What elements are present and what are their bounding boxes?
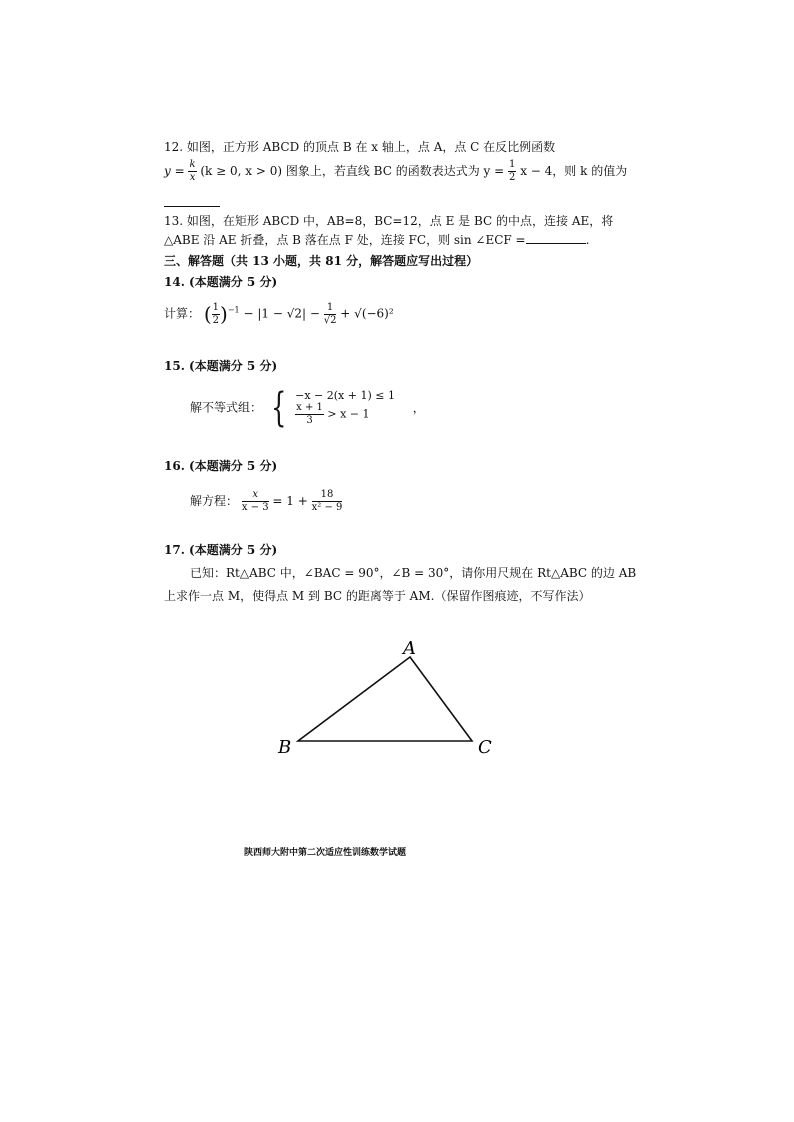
vertex-label-c: C (478, 737, 492, 758)
section3-heading: 三、解答题（共 13 小题，共 81 分，解答题应写出过程） (164, 254, 479, 268)
q15-header: 15. (本题满分 5 分) (164, 359, 278, 373)
q15-inequality-system: 解不等式组： { −x − 2(x + 1) ≤ 1 $\frac{x + 1}{3}$ > x − 1 ， (190, 385, 425, 431)
q12-line-num: 1 (509, 159, 516, 170)
q12-line1: 12. 如图，正方形 ABCD 的顶点 B 在 x 轴上，点 A，点 C 在反比例函数 (164, 140, 556, 154)
q12-func-y: y = (164, 164, 185, 178)
q16-header: 16. (本题满分 5 分) (164, 459, 278, 473)
q16-rhs-num: 18 (312, 490, 343, 502)
q16-prefix: 解方程： (190, 494, 239, 508)
q14-header: 14. (本题满分 5 分) (164, 275, 278, 289)
q15-prefix: 解不等式组： (190, 400, 263, 415)
q12-func-cond: (k ≥ 0, x > 0) 图象上，若直线 BC 的函数表达式为 y = (200, 164, 505, 178)
q14-half-num: 1 (212, 301, 220, 313)
q14-frac-num: 1 (324, 303, 337, 315)
q17-header: 17. (本题满分 5 分) (164, 543, 278, 557)
q12-line-den: 2 (509, 172, 516, 183)
q15-row1: −x − 2(x + 1) ≤ 1 (295, 389, 395, 403)
q14-tail: + √(−6)² (340, 306, 394, 321)
q17-line2: 上求作一点 M，使得点 M 到 BC 的距离等于 AM.（保留作图痕迹，不写作法） (164, 589, 591, 603)
vertex-label-a: A (403, 638, 416, 659)
q12-func-den: x (189, 172, 196, 183)
q14-mid: − |1 − √2| − (243, 306, 320, 321)
q14-frac-den: √2 (323, 314, 337, 326)
q16-mid: = 1 + (272, 494, 308, 508)
q14-expression: 计算： ( $\frac{1}{2}$ )$^{-1}$ − |1 − √2| − $\frac{1}{√2}$ + √(−6)² (164, 301, 394, 326)
q16-lhs-num: x (242, 490, 269, 502)
q13-line2-text: △ABE 沿 AE 折叠，点 B 落在点 F 处，连接 FC，则 sin ∠ECF = (164, 233, 526, 247)
page-footer: 陕西师大附中第二次适应性训练数学试题 (244, 848, 407, 858)
q15-suffix: ， (412, 400, 425, 415)
q13-line2: △ABE 沿 AE 折叠，点 B 落在点 F 处，连接 FC，则 sin ∠ECF = . (164, 233, 590, 247)
q14-exp: −1 (227, 305, 240, 315)
q15-row2-num: x + 1 (296, 401, 323, 413)
q12-func-num: k (189, 159, 196, 170)
q15-row2-tail: > x − 1 (327, 407, 370, 421)
q17-line1: 已知：Rt△ABC 中，∠BAC = 90°，∠B = 30°，请你用尺规在 Rt△ABC 的边 AB (190, 566, 637, 580)
q14-prefix: 计算： (164, 306, 201, 321)
triangle-abc (298, 657, 472, 741)
q14-half-den: 2 (212, 314, 220, 326)
q13-line1: 13. 如图，在矩形 ABCD 中，AB=8，BC=12，点 E 是 BC 的中点，连接 AE，将 (164, 214, 614, 228)
q16-rhs-den: x² − 9 (311, 502, 343, 513)
q12-line-tail: x − 4，则 k 的值为 (520, 164, 628, 178)
q15-row2-den: 3 (306, 414, 313, 426)
q16-lhs-den: x − 3 (241, 502, 269, 513)
vertex-label-b: B (278, 737, 292, 758)
